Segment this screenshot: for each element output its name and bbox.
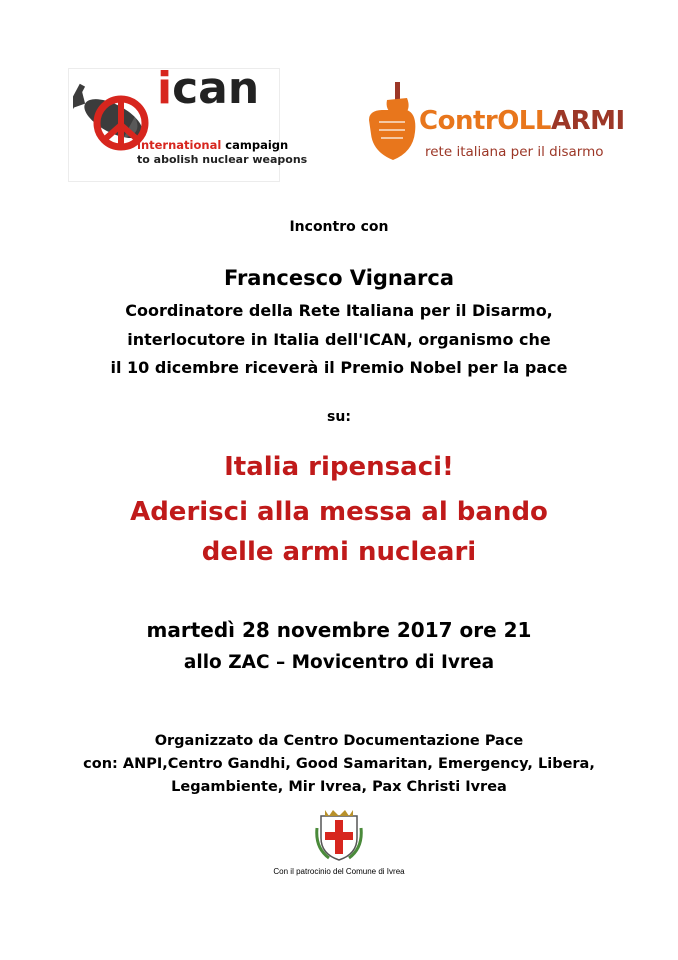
topic-intro: su: [327, 409, 351, 425]
speaker-description-line: il 10 dicembre riceverà il Premio Nobel per la pace [110, 358, 568, 377]
event-date: martedì 28 novembre 2017 ore 21 [146, 618, 532, 642]
organizers-line: con: ANPI,Centro Gandhi, Good Samaritan, Emergency, Libera, [83, 756, 595, 772]
patronage-text: Con il patrocinio del Comune di Ivrea [273, 867, 405, 876]
broken-rifle-icon [365, 80, 421, 166]
ican-subtitle-line2: to abolish nuclear weapons [137, 153, 308, 166]
organizers-line: Organizzato da Centro Documentazione Pace [154, 733, 524, 749]
speaker-description-line: Coordinatore della Rete Italiana per il Disarmo, [125, 301, 553, 320]
speaker-name: Francesco Vignarca [223, 266, 455, 290]
speaker-description-line: interlocutore in Italia dell'ICAN, organismo che [127, 330, 551, 349]
event-title-line: Italia ripensaci! [224, 452, 454, 482]
controllarmi-tagline: rete italiana per il disarmo [425, 144, 604, 160]
event-venue: allo ZAC – Movicentro di Ivrea [183, 652, 495, 673]
event-title-line: delle armi nucleari [201, 537, 477, 567]
ican-wordmark: ican [157, 63, 260, 114]
ivrea-coat-of-arms-icon [315, 808, 363, 862]
ican-subtitle-line1: international campaign [137, 138, 289, 152]
organizers-line: Legambiente, Mir Ivrea, Pax Christi Ivrea [171, 779, 507, 795]
ican-logo [68, 63, 308, 182]
controllarmi-wordmark: ContrOLLARMI [419, 106, 625, 136]
intro-text: Incontro con [289, 219, 389, 235]
controllarmi-logo [365, 80, 625, 170]
event-title-line: Aderisci alla messa al bando [130, 497, 548, 527]
